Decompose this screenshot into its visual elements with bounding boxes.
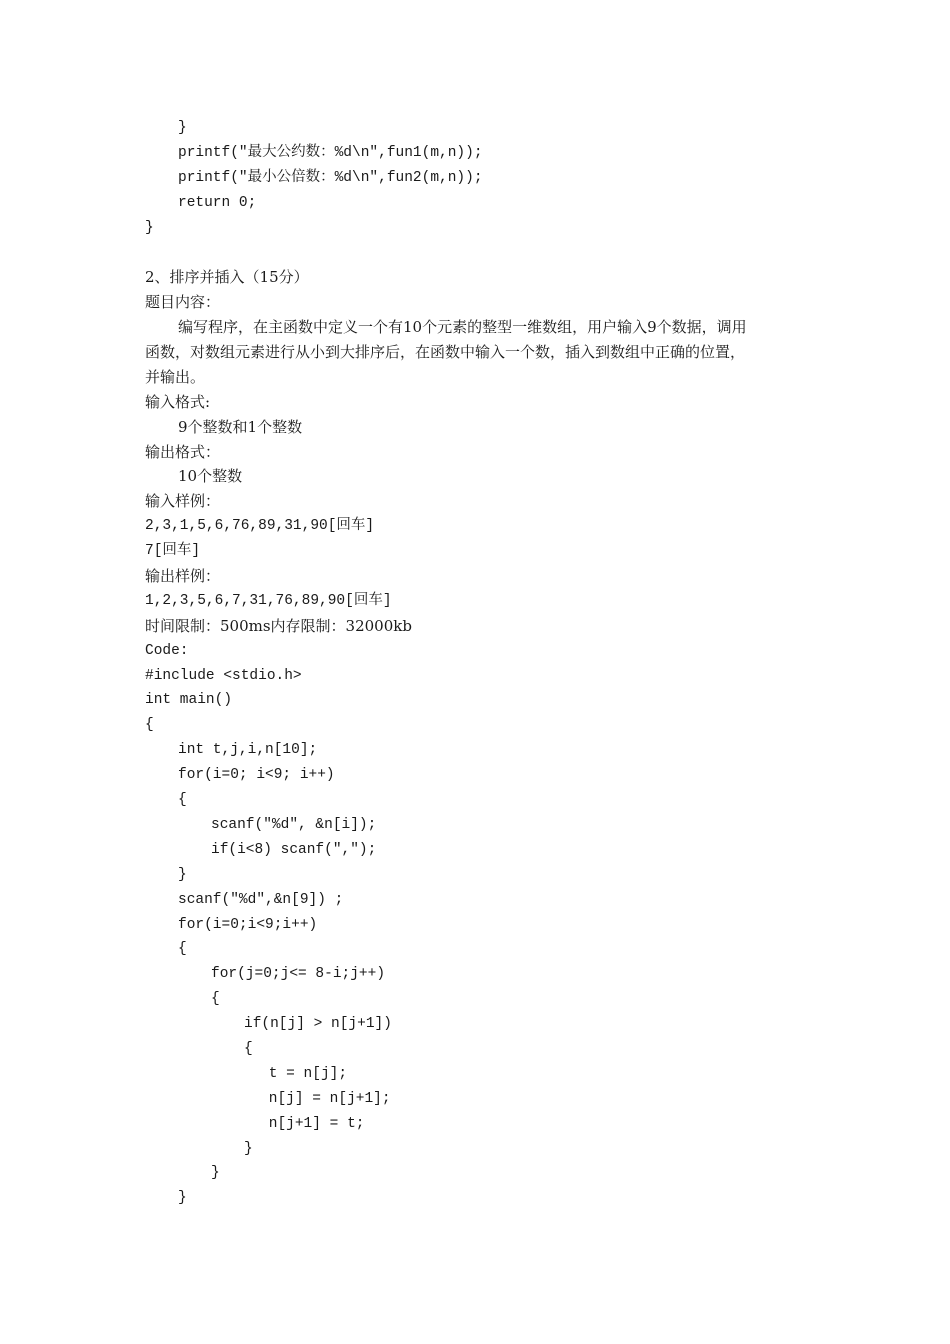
code-line: n[j+1] = t; xyxy=(268,1115,365,1132)
text-line: 输出格式： xyxy=(145,442,221,461)
code-line: 7[回车] xyxy=(145,543,201,560)
text-line: 并输出。 xyxy=(145,367,206,386)
text-line: 题目内容： xyxy=(145,293,221,312)
code-line: { xyxy=(145,717,154,734)
text-line: 输出样例： xyxy=(145,567,221,586)
code-line: 2,3,1,5,6,76,89,31,90[回车] xyxy=(145,518,375,535)
blank-line xyxy=(145,240,825,265)
code-line: } xyxy=(145,219,154,236)
code-line: { xyxy=(244,1040,253,1057)
code-line: 1,2,3,5,6,7,31,76,89,90[回车] xyxy=(145,592,392,609)
code-line: { xyxy=(178,941,187,958)
code-line: } xyxy=(178,1190,187,1207)
text-line: 函数，对数组元素进行从小到大排序后，在函数中输入一个数，插入到数组中正确的位置， xyxy=(145,343,746,362)
code-line: scanf("%d", &n[i]); xyxy=(211,816,377,833)
code-line: t = n[j]; xyxy=(268,1065,348,1082)
code-line: } xyxy=(178,866,187,883)
text-line: 编写程序，在主函数中定义一个有10个元素的整型一维数组，用户输入9个数据，调用 xyxy=(178,318,747,337)
code-line: int t,j,i,n[10]; xyxy=(178,742,318,759)
code-line: Code: xyxy=(145,642,189,659)
code-line: int main() xyxy=(145,692,233,709)
code-line: for(i=0;i<9;i++) xyxy=(178,916,318,933)
text-line: 2、排序并插入（15分） xyxy=(145,268,309,287)
code-line: #include <stdio.h> xyxy=(145,667,302,684)
code-line: for(j=0;j<= 8-i;j++) xyxy=(211,966,386,983)
code-line: { xyxy=(211,991,220,1008)
text-line: 9个整数和1个整数 xyxy=(178,417,303,436)
text-line: 输入样例： xyxy=(145,492,221,511)
text-line: 时间限制：500ms内存限制：32000kb xyxy=(145,616,412,635)
code-line: for(i=0; i<9; i++) xyxy=(178,767,335,784)
code-line: return 0; xyxy=(178,194,257,211)
code-line: { xyxy=(178,792,187,809)
code-line: } xyxy=(211,1165,220,1182)
code-line: printf("最大公约数：%d\n",fun1(m,n)); xyxy=(178,144,483,161)
code-line: if(i<8) scanf(","); xyxy=(211,841,377,858)
code-line: } xyxy=(178,120,187,136)
code-line: } xyxy=(244,1140,253,1157)
code-line: if(n[j] > n[j+1]) xyxy=(244,1016,392,1033)
document-page xyxy=(145,116,825,1211)
text-line: 10个整数 xyxy=(178,467,243,486)
code-line: n[j] = n[j+1]; xyxy=(268,1090,391,1107)
code-line: printf("最小公倍数：%d\n",fun2(m,n)); xyxy=(178,169,483,186)
text-line: 输入格式: xyxy=(145,392,211,411)
code-line: scanf("%d",&n[9]) ; xyxy=(178,891,344,908)
